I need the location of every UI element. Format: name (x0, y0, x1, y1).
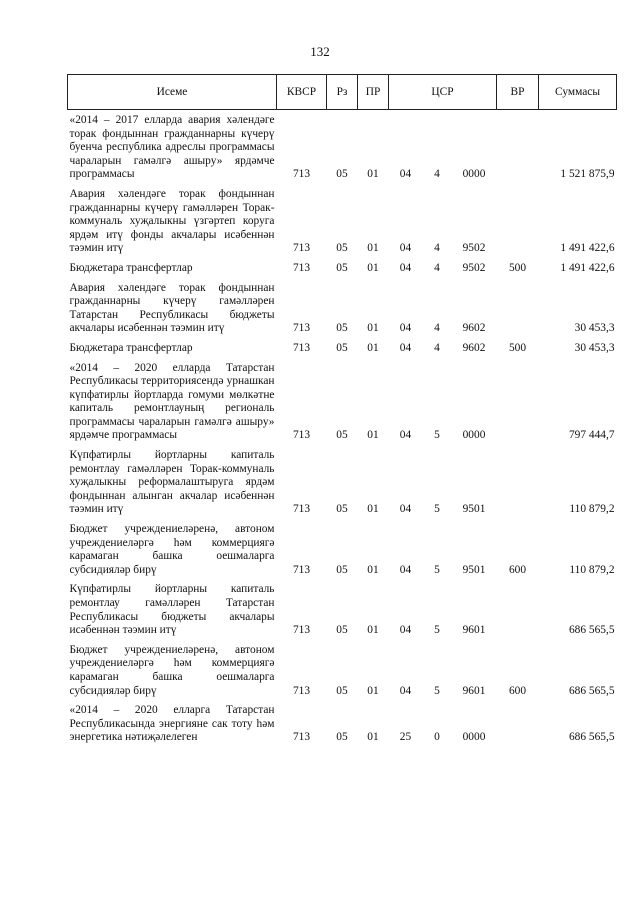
row-csr-subprogram-cell: 4 (434, 168, 440, 181)
row-csr-program-cell: 04 (399, 168, 412, 181)
row-sum-cell: 686 565,5 (568, 684, 615, 697)
row-csr-subprogram-cell: 4 (434, 242, 440, 255)
row-sum-cell: 1 521 875,9 (560, 168, 615, 181)
row-csr-subprogram-cell: 5 (434, 684, 440, 697)
row-name-cell: Бюджетара трансфертлар (69, 341, 193, 354)
header-name: Исеме (68, 75, 277, 110)
row-kvsr-cell: 713 (292, 322, 311, 335)
row-csr-subprogram-cell: 5 (434, 503, 440, 516)
row-rz-cell: 05 (336, 731, 348, 744)
header-rz: Рз (327, 75, 358, 110)
row-csr-subprogram-cell: 5 (434, 429, 440, 442)
row-csr-subprogram-cell: 0 (434, 731, 440, 744)
table-row (68, 338, 617, 358)
row-vr-cell: 500 (508, 261, 527, 274)
table-row (68, 519, 617, 579)
row-name-cell: «2014 – 2017 елларда авария хәлендәге торак фондыннан гражданнарны күчерү буенча республика адреслы программасы чараларын гамәлгә ашыру» ярдәмче программасы (69, 114, 275, 181)
row-kvsr-cell: 713 (292, 168, 311, 181)
row-rz-cell: 05 (336, 322, 348, 335)
row-name-cell: Авария хәлендәге торак фондыннан гражданнарны күчерү гамәлләрен Торак-коммуналь хуҗалыкны үзгәртеп коруга ярдәм итү фонды акчалары исәбеннән тәэмин итү (69, 187, 275, 255)
row-sum-cell: 686 565,5 (568, 731, 615, 744)
row-name-cell: Бюджетара трансфертлар (69, 261, 193, 274)
table-header-row (68, 75, 617, 110)
row-sum-cell: 797 444,7 (568, 429, 615, 442)
row-pr-cell: 01 (367, 731, 379, 744)
row-csr-subprogram-cell: 4 (434, 341, 440, 354)
table-row (68, 579, 617, 639)
row-pr-cell: 01 (367, 563, 379, 576)
row-rz-cell: 05 (336, 242, 348, 255)
table-row (68, 445, 617, 519)
row-csr-program-cell: 04 (399, 503, 412, 516)
row-csr-program-cell: 04 (399, 341, 412, 354)
page-number: 132 (310, 44, 330, 59)
row-vr-cell (497, 445, 539, 519)
row-vr-cell (497, 700, 539, 747)
row-csr-program-cell: 04 (399, 242, 412, 255)
row-csr-program-cell: 04 (399, 563, 412, 576)
table-row (68, 278, 617, 338)
row-kvsr-cell: 713 (292, 503, 311, 516)
row-csr-program-cell: 04 (399, 624, 412, 637)
row-vr-cell (497, 358, 539, 446)
row-kvsr-cell: 713 (292, 261, 311, 274)
row-vr-cell: 500 (508, 341, 527, 354)
row-csr-code-cell: 0000 (462, 429, 486, 442)
row-csr-program-cell: 25 (399, 731, 412, 744)
row-rz-cell: 05 (336, 624, 348, 637)
row-sum-cell: 30 453,3 (574, 322, 615, 335)
header-sum: Суммасы (539, 75, 617, 110)
header-pr: ПР (358, 75, 389, 110)
header-kvsr: КВСР (277, 75, 327, 110)
row-rz-cell: 05 (336, 684, 348, 697)
row-sum-cell: 110 879,2 (569, 563, 615, 576)
row-csr-program-cell: 04 (399, 429, 412, 442)
row-csr-program-cell: 04 (399, 684, 412, 697)
row-csr-program-cell: 04 (399, 261, 412, 274)
row-vr-cell (497, 278, 539, 338)
row-csr-subprogram-cell: 5 (434, 624, 440, 637)
row-csr-code-cell: 9501 (462, 503, 486, 516)
row-sum-cell: 110 879,2 (569, 503, 615, 516)
table-row (68, 184, 617, 258)
row-vr-cell (497, 110, 539, 184)
row-csr-subprogram-cell: 4 (434, 261, 440, 274)
row-csr-program-cell: 04 (399, 322, 412, 335)
header-csr: ЦСР (389, 75, 497, 110)
row-kvsr-cell: 713 (292, 242, 311, 255)
row-pr-cell: 01 (367, 503, 379, 516)
row-name-cell: Авария хәлендәге торак фондыннан гражданнарны күчерү гамәлләрен Татарстан Республикасы бюджеты акчалары исәбеннән тәэмин итү (69, 281, 275, 335)
row-kvsr-cell: 713 (292, 624, 311, 637)
row-pr-cell: 01 (367, 341, 379, 354)
row-rz-cell: 05 (336, 168, 348, 181)
row-csr-code-cell: 0000 (462, 731, 486, 744)
row-pr-cell: 01 (367, 242, 379, 255)
row-sum-cell: 1 491 422,6 (560, 261, 615, 274)
row-pr-cell: 01 (367, 684, 379, 697)
row-rz-cell: 05 (336, 563, 348, 576)
row-name-cell: Күпфатирлы йортларны капиталь ремонтлау гамәлләрен Торак-коммуналь хуҗалыкны реформалаштыруга ярдәм фондыннан алынган акчалар исәбеннән тәэмин итү (69, 449, 275, 516)
row-vr-cell (497, 579, 539, 639)
row-kvsr-cell: 713 (292, 731, 311, 744)
row-csr-code-cell: 9502 (462, 242, 486, 255)
row-name-cell: «2014 – 2020 елларда Татарстан Республикасы территориясендә урнашкан күпфатирлы йортларда гомуми мөлкәтне капиталь ремонтлауның региональ программасы чараларын гамәлгә ашыру» ярдәмче программасы (69, 361, 275, 442)
row-pr-cell: 01 (367, 322, 379, 335)
table-row (68, 700, 617, 747)
table-row (68, 258, 617, 278)
table-row (68, 358, 617, 446)
row-csr-code-cell: 0000 (462, 168, 486, 181)
row-csr-code-cell: 9602 (462, 341, 486, 354)
row-rz-cell: 05 (336, 341, 348, 354)
row-rz-cell: 05 (336, 261, 348, 274)
row-kvsr-cell: 713 (292, 563, 311, 576)
row-kvsr-cell: 713 (292, 429, 311, 442)
row-vr-cell: 600 (508, 684, 527, 697)
row-vr-cell: 600 (508, 563, 527, 576)
table-row (68, 110, 617, 184)
row-sum-cell: 1 491 422,6 (560, 242, 615, 255)
row-name-cell: Күпфатирлы йортларны капиталь ремонтлау гамәлләрен Татарстан Республикасы бюджеты акчалары исәбеннән тәэмин итү (69, 583, 275, 637)
row-name-cell: «2014 – 2020 елларга Татарстан Республикасында энергияне сак тоту һәм энергетика нәтиҗәлелеген (69, 704, 275, 744)
row-sum-cell: 686 565,5 (568, 624, 615, 637)
row-csr-code-cell: 9601 (462, 624, 486, 637)
table-body (68, 110, 617, 747)
header-vr: ВР (497, 75, 539, 110)
row-csr-code-cell: 9501 (462, 563, 486, 576)
row-csr-code-cell: 9601 (462, 684, 486, 697)
row-rz-cell: 05 (336, 503, 348, 516)
budget-table (67, 74, 617, 747)
row-csr-subprogram-cell: 5 (434, 563, 440, 576)
row-csr-code-cell: 9502 (462, 261, 486, 274)
row-rz-cell: 05 (336, 429, 348, 442)
row-csr-subprogram-cell: 4 (434, 322, 440, 335)
row-kvsr-cell: 713 (292, 341, 311, 354)
row-sum-cell: 30 453,3 (574, 341, 615, 354)
row-pr-cell: 01 (367, 429, 379, 442)
row-name-cell: Бюджет учреждениеләренә, автоном учреждениеләргә һәм коммерциягә карамаган башка оешмаларга субсидияләр бирү (69, 523, 275, 576)
row-pr-cell: 01 (367, 261, 379, 274)
row-pr-cell: 01 (367, 168, 379, 181)
row-pr-cell: 01 (367, 624, 379, 637)
table-row (68, 640, 617, 700)
row-kvsr-cell: 713 (292, 684, 311, 697)
row-name-cell: Бюджет учреждениеләренә, автоном учреждениеләргә һәм коммерциягә карамаган башка оешмаларга субсидияләр бирү (69, 643, 275, 697)
row-csr-code-cell: 9602 (462, 322, 486, 335)
row-vr-cell (497, 184, 539, 258)
